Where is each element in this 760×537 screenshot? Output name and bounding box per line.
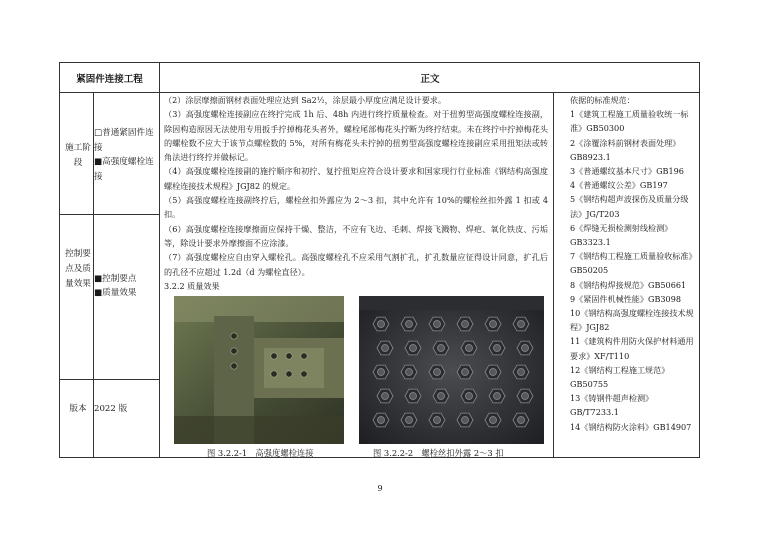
- divider: [60, 379, 160, 380]
- reference-item: 11《建筑构件用防火保护材料通用要求》XF/T110: [570, 336, 694, 361]
- bolt-thread-end: [462, 369, 469, 376]
- reference-item: 14《钢结构防火涂料》GB14907: [570, 421, 692, 432]
- checkbox-control-points: ■控制要点: [94, 274, 137, 284]
- reference-item: 5《钢结构超声波探伤及质量分级法》JG/T203: [570, 194, 689, 219]
- bolt-thread-end: [378, 321, 385, 328]
- bolt-thread-end: [466, 393, 473, 400]
- reference-item: 7《钢结构工程施工质量验收标准》GB50205: [570, 251, 693, 276]
- bolt-thread-end: [438, 393, 445, 400]
- reference-item: 1《建筑工程施工质量验收统一标准》GB50300: [570, 109, 689, 134]
- divider: [553, 93, 554, 457]
- bolt-thread-end: [382, 345, 389, 352]
- bolt-thread-end: [518, 417, 525, 424]
- bolt-thread-end: [378, 417, 385, 424]
- bolt-thread-end: [466, 345, 473, 352]
- checkbox-high-strength-bolt: ■高强度螺栓连接: [94, 157, 154, 182]
- reference-item: 6《焊缝无损检测射线检测》GB3323.1: [570, 222, 673, 248]
- bolt-thread-end: [406, 369, 413, 376]
- bolt-thread-end: [378, 369, 385, 376]
- header-main-text: 正文: [420, 73, 440, 85]
- stage-label: 施工阶段: [65, 143, 91, 168]
- bolt-thread-end: [462, 417, 469, 424]
- bolt-thread-end: [438, 345, 445, 352]
- paragraph: （2）涂层摩擦面钢材表面处理应达到 Sa2½，涂层最小厚度应满足设计要求。: [164, 95, 446, 105]
- bolt-thread-end: [406, 417, 413, 424]
- reference-title: 依据的标准规范：: [570, 95, 635, 105]
- divider: [60, 214, 160, 215]
- bolt-thread-end: [434, 369, 441, 376]
- bolt-thread-end: [518, 369, 525, 376]
- bolt-thread-end: [490, 417, 497, 424]
- reference-item: 2《涂覆涂料前钢材表面处理》GB8923.1: [570, 137, 681, 162]
- version-value: 2022 版: [94, 404, 128, 414]
- reference-item: 9《紧固件机械性能》GB3098: [570, 293, 682, 304]
- paragraph: （6）高强度螺栓连接摩擦面应保持干燥、整洁，不应有飞边、毛刺、焊接飞溅物、焊疤、氧化铁皮、污垢等，除设计要求外摩擦面不应涂漆。: [164, 223, 548, 248]
- reference-item: 12《钢结构工程施工规范》GB50755: [570, 364, 670, 390]
- header-category: 紧固件连接工程: [76, 73, 143, 85]
- spec-table: [59, 62, 700, 458]
- paragraph: （3）高强度螺栓连接副应在终拧完成 1h 后、48h 内进行终拧质量检查。对于扭剪型高强度螺栓连接副，除因构造原因无法使用专用扳手拧掉梅花头者外，螺栓尾部梅花头拧断为终拧结束。未在终拧中拧掉梅花头的螺栓数不应大于该节点螺栓数的 5%，对所有梅花头未拧掉的扭剪型高强度螺栓连接副应采用扭矩法或转角法进行终拧并做标记。: [164, 109, 548, 163]
- reference-item: 8《钢结构焊接规范》GB50661: [570, 279, 687, 290]
- bolt-thread-end: [406, 321, 413, 328]
- bolt-thread-end: [518, 321, 525, 328]
- bolt-thread-end: [410, 345, 417, 352]
- reference-list: [570, 93, 696, 434]
- figure-caption-2: 图 3.2.2-2 螺栓丝扣外露 2～3 扣: [373, 448, 504, 458]
- bolt-thread-end: [434, 321, 441, 328]
- bolt-thread-end: [494, 393, 501, 400]
- version-label: 版本: [69, 404, 87, 414]
- page-number: 9: [377, 484, 383, 493]
- bolt-thread-end: [490, 321, 497, 328]
- bolt-thread-end: [434, 417, 441, 424]
- bolt-thread-end: [490, 369, 497, 376]
- control-label: 控制要点及质量效果: [65, 249, 91, 289]
- section-heading: 3.2.2 质量效果: [164, 280, 220, 291]
- reference-item: 13《铸钢件超声检测》GB/T7233.1: [570, 393, 654, 418]
- figure-caption-1: 图 3.2.2-1 高强度螺栓连接: [207, 448, 314, 458]
- paragraph: （5）高强度螺栓连接副终拧后，螺栓丝扣外露应为 2～3 扣，其中允许有 10%的螺栓丝扣外露 1 扣或 4 扣。: [164, 195, 548, 220]
- bolt-thread-end: [494, 345, 501, 352]
- divider: [159, 63, 160, 457]
- paragraph: （4）高强度螺栓连接副的施拧顺序和初拧、复拧扭矩应符合设计要求和国家现行行业标准《钢结构高强度螺栓连接技术规程》JGJ82 的规定。: [164, 166, 548, 191]
- bolt-thread-end: [522, 393, 529, 400]
- bolt-thread-end: [462, 321, 469, 328]
- paragraph: （7）高强度螺栓应自由穿入螺栓孔。高强度螺栓孔不应采用气割扩孔，扩孔数量应征得设计同意，扩孔后的孔径不应超过 1.2d（d 为螺栓直径）。: [164, 252, 548, 277]
- checkbox-quality-effect: ■质量效果: [94, 288, 137, 298]
- bolt-thread-end: [522, 345, 529, 352]
- reference-item: 3《普通螺纹基本尺寸》GB196: [570, 166, 684, 177]
- main-body-text: [164, 93, 548, 293]
- checkbox-normal-fastener: □普通紧固件连接: [94, 128, 154, 153]
- bolt-thread-end: [410, 393, 417, 400]
- bolt-thread-photo: [359, 296, 544, 444]
- bolt-thread-end: [382, 393, 389, 400]
- bolt-connection-photo: [174, 296, 344, 444]
- reference-item: 4《普通螺纹公差》GB197: [570, 180, 668, 191]
- table-header-row: [60, 63, 699, 93]
- reference-item: 10《钢结构高强度螺栓连接技术规程》JGJ82: [570, 308, 694, 333]
